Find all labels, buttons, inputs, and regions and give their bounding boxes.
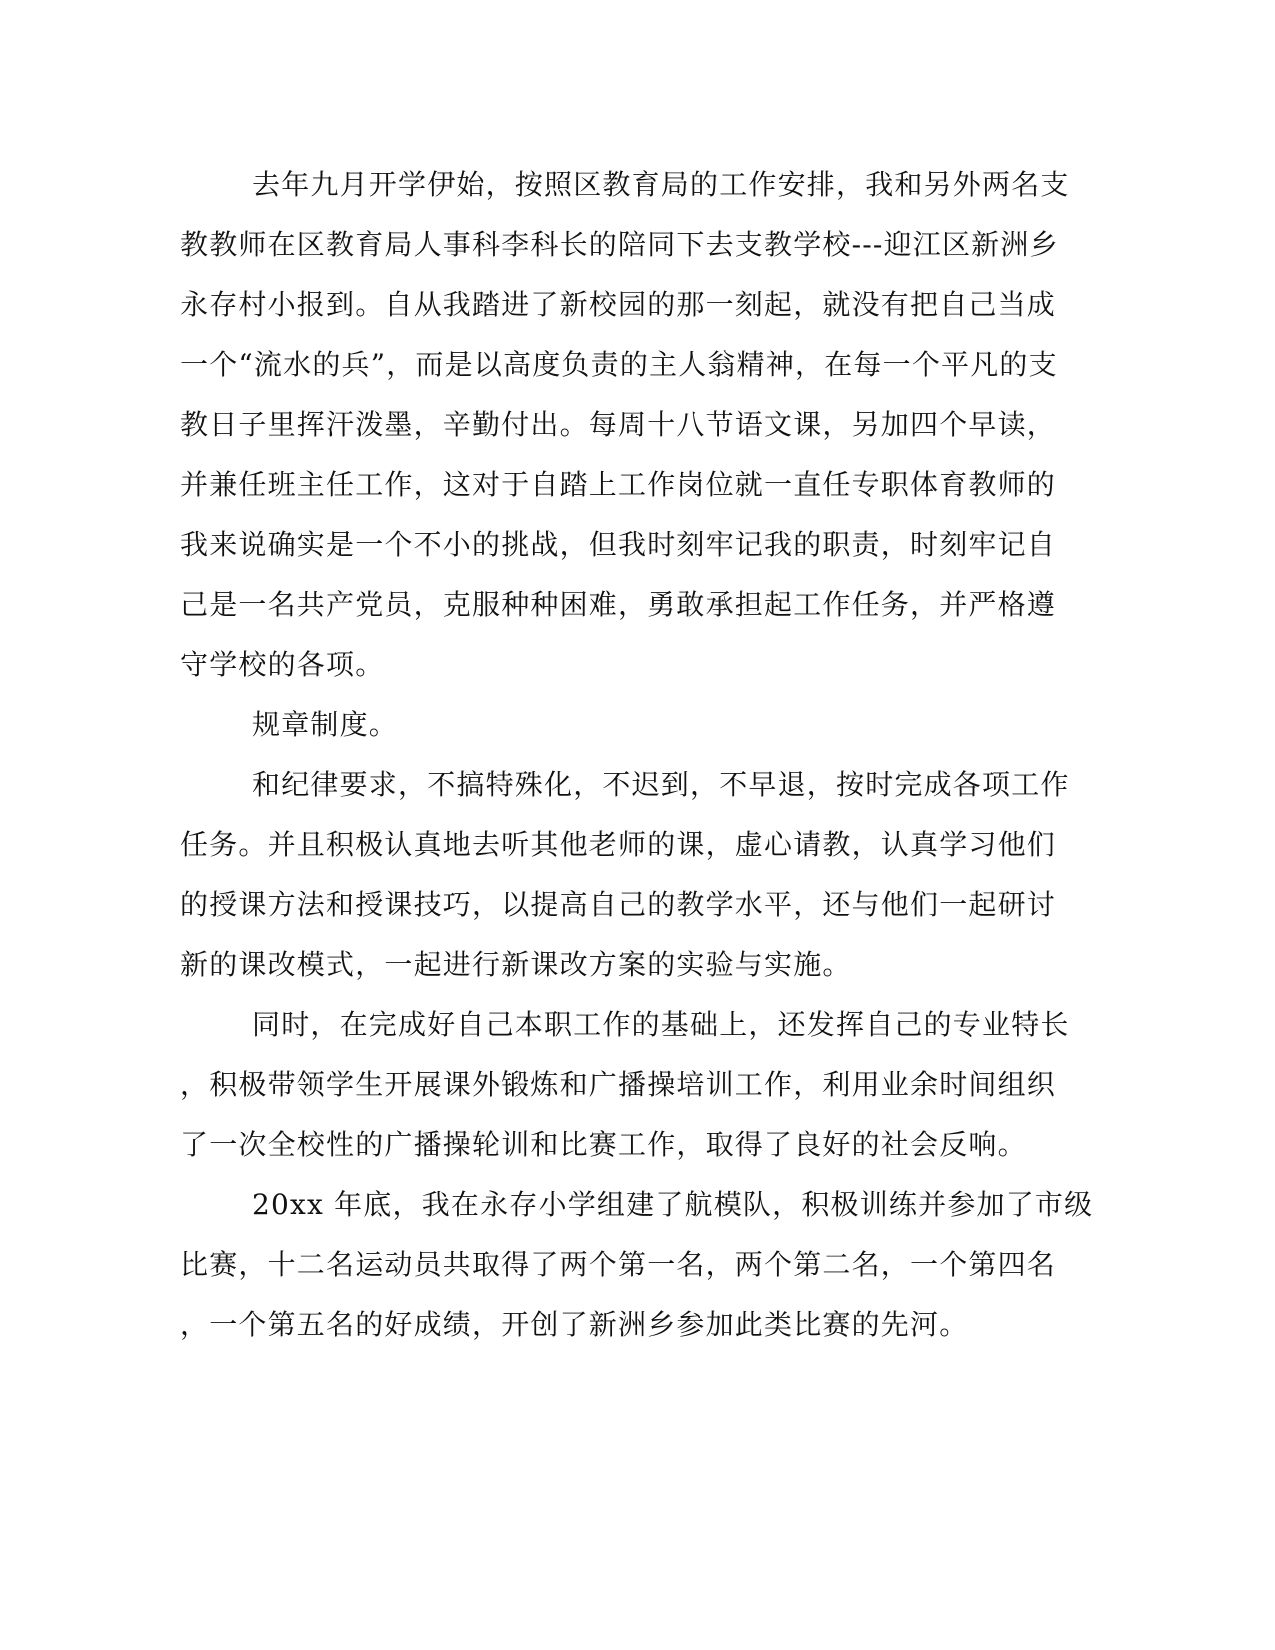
paragraph-1 [180, 155, 1070, 695]
text-line: 永存村小报到。自从我踏进了新校园的那一刻起，就没有把自己当成 [180, 288, 1057, 321]
text-line: 并兼任班主任工作，这对于自踏上工作岗位就一直任专职体育教师的 [180, 468, 1057, 501]
text-line: 规章制度。 [252, 708, 399, 741]
text-line: ，一个第五名的好成绩，开创了新洲乡参加此类比赛的先河。 [180, 1308, 969, 1341]
paragraph-5 [180, 1175, 1094, 1355]
paragraph-3 [180, 755, 1070, 995]
text-line: 教日子里挥汗泼墨，辛勤付出。每周十八节语文课，另加四个早读， [180, 408, 1057, 441]
paragraph-2 [180, 695, 1040, 755]
text-line: 教教师在区教育局人事科李科长的陪同下去支教学校---迎江区新洲乡 [180, 228, 1059, 261]
text-line: 同时，在完成好自己本职工作的基础上，还发挥自己的专业特长 [252, 1008, 1070, 1041]
text-line: 守学校的各项。 [180, 648, 385, 681]
text-line: 和纪律要求，不搞特殊化，不迟到，不早退，按时完成各项工作 [252, 768, 1070, 801]
text-line: 了一次全校性的广播操轮训和比赛工作，取得了良好的社会反响。 [180, 1128, 1027, 1161]
text-line: 去年九月开学伊始，按照区教育局的工作安排，我和另外两名支 [252, 168, 1070, 201]
document-body [180, 155, 1094, 1355]
text-line: ，积极带领学生开展课外锻炼和广播操培训工作，利用业余时间组织 [180, 1068, 1057, 1101]
text-line: 一个“流水的兵”，而是以高度负责的主人翁精神，在每一个平凡的支 [180, 348, 1058, 381]
text-line: 比赛，十二名运动员共取得了两个第一名，两个第二名，一个第四名 [180, 1248, 1057, 1281]
text-line: 任务。并且积极认真地去听其他老师的课，虚心请教，认真学习他们 [180, 828, 1057, 861]
paragraph-4 [180, 995, 1070, 1175]
text-line: 己是一名共产党员，克服种种困难，勇敢承担起工作任务，并严格遵 [180, 588, 1057, 621]
text-line: 我来说确实是一个不小的挑战，但我时刻牢记我的职责，时刻牢记自 [180, 528, 1057, 561]
text-line: 的授课方法和授课技巧，以提高自己的教学水平，还与他们一起研讨 [180, 888, 1057, 921]
text-line: 新的课改模式，一起进行新课改方案的实验与实施。 [180, 948, 852, 981]
text-line: 20xx 年底，我在永存小学组建了航模队，积极训练并参加了市级 [252, 1188, 1094, 1221]
